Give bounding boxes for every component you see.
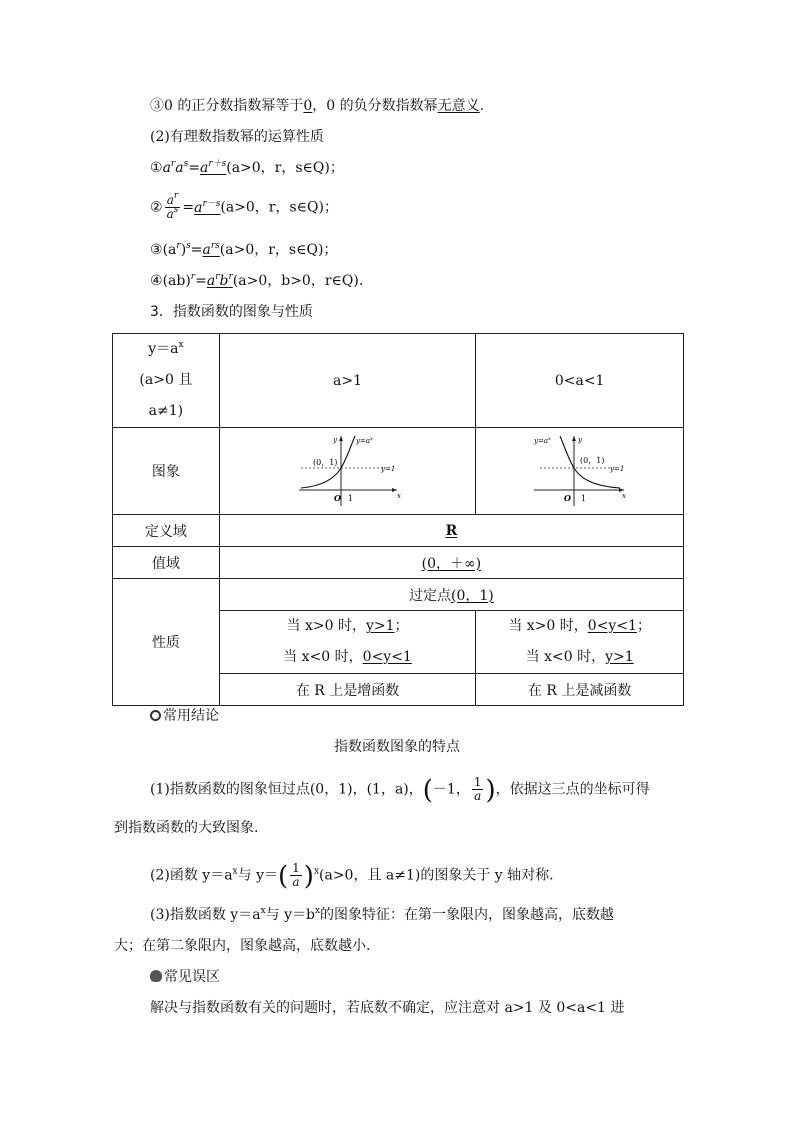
text-seg: ；	[394, 618, 409, 634]
math-exp: r	[173, 191, 179, 201]
math: (a	[162, 242, 177, 258]
point-label: (0，1)	[312, 458, 337, 467]
text-seg: 过定点	[409, 587, 451, 604]
text-line-1	[150, 96, 484, 116]
conclusion-1-line-2	[114, 818, 258, 838]
formula-3	[150, 240, 337, 260]
math-exp: rs	[210, 241, 220, 251]
text-seg: (a>0，r，s∈Q)；	[226, 160, 344, 176]
formula-1	[150, 158, 344, 178]
text-seg: (a>0，r，s∈Q)；	[220, 199, 338, 216]
math-exp: x	[232, 866, 238, 877]
text-seg: 3．指数函数的图象与性质	[150, 304, 313, 320]
text-seg: .	[479, 98, 485, 114]
table-row-domain-label: 定义域	[113, 515, 220, 547]
math: (ab)	[162, 273, 191, 289]
text-seg: (a>0 且	[139, 372, 193, 388]
math-exp: s	[186, 241, 191, 251]
text-seg: =	[182, 199, 195, 216]
property-cell-a-lt-1	[476, 611, 684, 674]
range-value	[219, 547, 683, 579]
y-axis-label: y	[577, 436, 582, 444]
monotonic-increasing: 在 R 上是增函数	[219, 674, 476, 706]
math-exp: r	[190, 272, 196, 282]
conclusions-heading	[150, 706, 219, 726]
formula-4	[150, 271, 363, 291]
text-seg: ，0 的负分数指数幂	[312, 98, 438, 114]
paren: (	[422, 775, 433, 806]
text-seg: 解决与指数函数有关的问题时，若底数不确定，应注意对 a>1 及 0<a<1 进	[150, 1000, 625, 1016]
text-seg: ②	[150, 199, 163, 216]
text-seg: ，依据这三点的坐标可得	[495, 781, 650, 798]
conclusion-3-line-2	[114, 936, 370, 956]
text-seg: (1)指数函数的图象恒过点(0，1)，(1，a)，	[150, 781, 423, 798]
formula-2	[150, 191, 338, 221]
text-seg: ；	[636, 618, 651, 634]
x-axis-label: x	[621, 492, 626, 500]
answer-blank: 无意义	[437, 98, 480, 114]
math: a	[202, 242, 211, 258]
math-exp: r－s	[202, 198, 221, 209]
text-seg: ③	[150, 242, 163, 258]
property-cell-a-gt-1	[219, 611, 476, 674]
answer-blank: 0<y<1	[362, 649, 412, 665]
math-exp: r	[228, 272, 233, 282]
text-seg: 到指数函数的大致图象.	[114, 820, 259, 836]
text-seg: 指数函数图象的特点	[334, 739, 460, 755]
math: a	[166, 193, 174, 207]
text-seg: 当 x<0 时，	[283, 649, 363, 665]
answer-blank: R	[445, 522, 458, 539]
curve-label: $y=a^x$	[533, 436, 551, 445]
text-seg: 与 y＝b	[265, 907, 315, 923]
table-header-a-gt-1: a>1	[219, 334, 476, 428]
text-seg: 当 x>0 时，	[286, 618, 366, 634]
text-seg: (a>0，r，s∈Q)；	[219, 242, 338, 258]
answer-blank: (0，＋∞)	[421, 555, 482, 572]
asymptote-label: y=1	[380, 465, 395, 473]
text-seg: 的图象特征：在第一象限内，图象越高，底数越	[320, 907, 615, 923]
table-row-range-label: 值域	[113, 547, 220, 579]
math: a	[194, 199, 203, 216]
target-icon	[150, 710, 161, 721]
math-exp: s	[183, 159, 189, 169]
text-seg: 与 y＝	[237, 867, 278, 884]
math: a	[162, 160, 171, 176]
math-exp: r	[176, 241, 181, 251]
conclusions-subtitle	[0, 737, 794, 757]
tick-label: 1	[580, 494, 586, 503]
errors-heading	[150, 967, 220, 987]
conclusion-2: (2)函数 $y=a^x$与 y＝( $\frac{1}{a}$ )$^x$(a>0，且 a≠1)的图象关于 y 轴对称.	[150, 861, 554, 892]
exponential-function-table	[112, 333, 684, 706]
fraction	[290, 862, 302, 889]
point-label: (0，1)	[579, 456, 605, 465]
domain-value	[219, 515, 683, 547]
fraction	[165, 191, 181, 221]
math-exp: r	[170, 159, 176, 169]
math: y＝a	[148, 341, 179, 357]
text-seg: 大；在第二象限内，图象越高，底数越小.	[114, 938, 371, 954]
text-seg: 常见误区	[164, 969, 220, 985]
graph-cell-increasing	[219, 428, 476, 515]
answer-blank: (0，1)	[451, 587, 494, 604]
answer-blank: 0	[303, 98, 313, 114]
errors-paragraph	[150, 998, 624, 1018]
text-seg: 当 x<0 时，	[525, 649, 606, 665]
table-row-graph-label: 图象	[113, 428, 220, 515]
math-exp: s	[173, 205, 179, 215]
tick-label: 1	[347, 494, 353, 503]
decreasing-exponential-graph	[530, 432, 630, 510]
frac-num: 1	[473, 775, 482, 789]
answer-blank: y>1	[605, 649, 634, 665]
origin-label: O	[563, 493, 571, 503]
math: a	[206, 273, 216, 289]
math: b	[219, 273, 229, 289]
frac-den: a	[292, 875, 300, 889]
math: )	[180, 242, 187, 258]
section-heading-exponential-function	[150, 302, 313, 322]
graph-cell-decreasing	[476, 428, 684, 515]
answer-blank: 0<y<1	[587, 618, 637, 634]
conclusion-1-line-1	[150, 775, 650, 806]
lightbulb-icon	[150, 970, 162, 982]
text-seg: (a>0，且 a≠1)的图象关于 y 轴对称.	[319, 867, 554, 884]
math-exp: r＋s	[208, 159, 227, 169]
text-seg: ④	[150, 273, 163, 289]
text-seg: =	[188, 160, 200, 176]
increasing-exponential-graph	[293, 432, 403, 510]
x-axis-label: x	[396, 492, 401, 500]
frac-den: a	[474, 789, 482, 803]
text-seg: (2)函数 y＝a	[150, 867, 233, 884]
math-exp: x	[260, 906, 266, 916]
fraction	[472, 776, 484, 803]
table-header-fn	[113, 334, 220, 428]
origin-label: O	[333, 493, 341, 503]
y-axis-arrow	[572, 436, 576, 441]
frac-num: 1	[292, 861, 300, 875]
text-seg: (a>0，b>0，r∈Q).	[232, 273, 364, 289]
monotonic-decreasing: 在 R 上是减函数	[476, 674, 684, 706]
math-exp: x	[313, 866, 320, 877]
text-seg: 当 x>0 时，	[508, 618, 588, 634]
conclusion-3-line-1	[150, 905, 614, 925]
table-header-a-lt-1: 0<a<1	[476, 334, 684, 428]
y-axis-arrow	[339, 436, 343, 441]
fixed-point-row	[219, 579, 683, 611]
text-seg: 常用结论	[163, 708, 219, 724]
text-seg: －1，	[432, 781, 470, 798]
paren: )	[485, 775, 496, 806]
asymptote-label: y=1	[609, 465, 624, 473]
text-seg: =	[190, 242, 203, 258]
math: a	[166, 207, 174, 221]
answer-blank: y>1	[365, 618, 395, 634]
text-seg: (2)有理数指数幂的运算性质	[150, 129, 324, 145]
table-row-properties-label: 性质	[113, 579, 220, 706]
text-seg: ①	[150, 160, 163, 176]
math: a	[175, 160, 184, 176]
math-exp: r	[215, 272, 220, 282]
text-seg: ③0 的正分数指数幂等于	[150, 98, 304, 114]
section-heading-rational-powers	[150, 127, 324, 147]
math: a	[199, 160, 209, 176]
text-seg: a≠1)	[148, 403, 184, 419]
math-exp: x	[178, 340, 184, 350]
text-seg: =	[195, 273, 207, 289]
text-seg: (3)指数函数 y＝a	[150, 907, 261, 923]
curve-label: $y=a^x$	[355, 436, 373, 445]
math-exp: x	[314, 906, 321, 916]
y-axis-label: y	[332, 436, 337, 444]
